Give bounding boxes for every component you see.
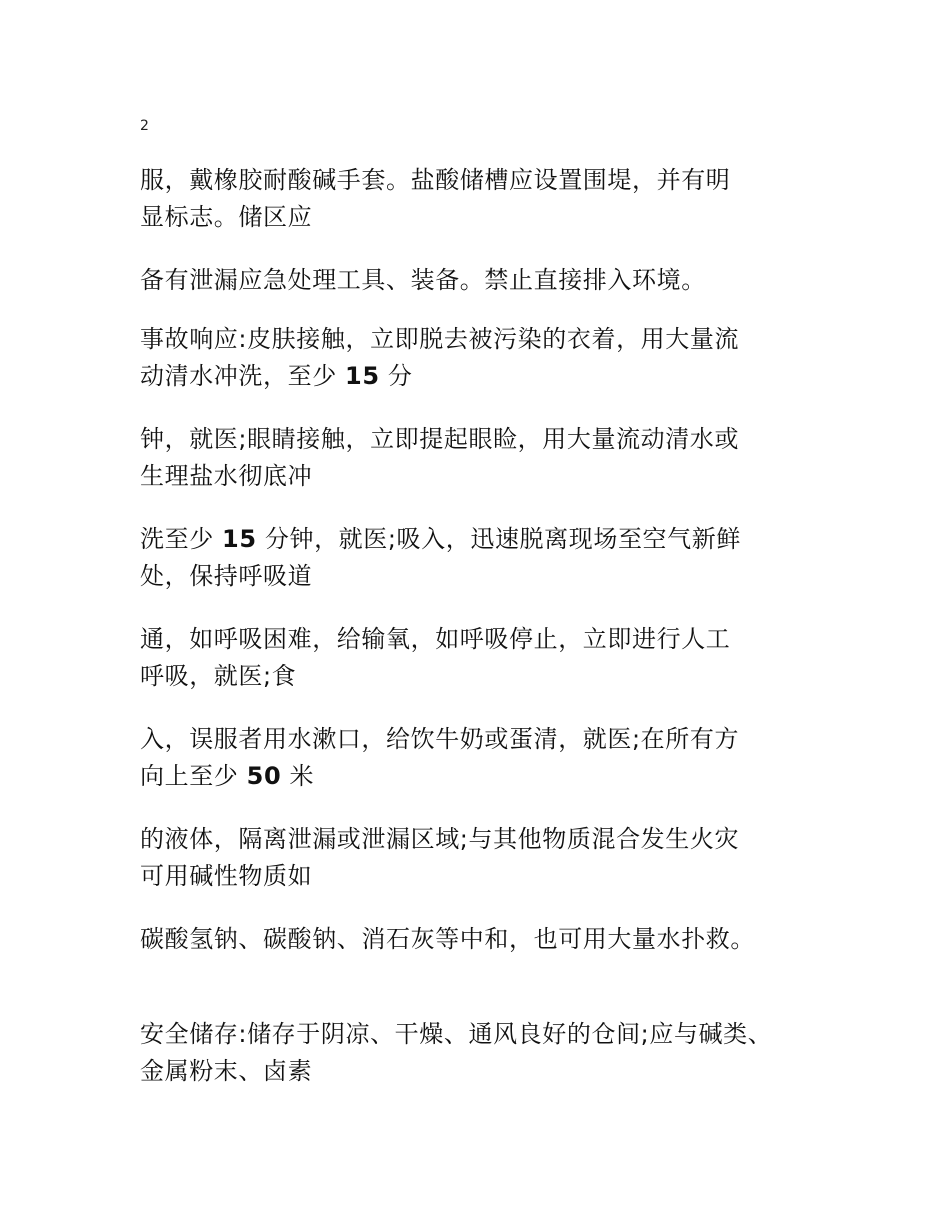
paragraph-line: 通，如呼吸困难，给输氧，如呼吸停止，立即进行人工: [140, 625, 731, 653]
paragraph-line: 钟，就医;眼睛接触，立即提起眼睑，用大量流动清水或: [140, 425, 740, 453]
paragraph-line: 洗至少 15 分钟，就医;吸入，迅速脱离现场至空气新鲜: [140, 525, 741, 553]
paragraph-isolation: [140, 821, 830, 895]
paragraph-neutralization: [140, 921, 830, 958]
paragraph-line: 碳酸氢钠、碳酸钠、消石灰等中和，也可用大量水扑救。: [140, 925, 755, 953]
numeric-value: 15: [345, 362, 380, 390]
paragraph-line: 的液体，隔离泄漏或泄漏区域;与其他物质混合发生火灾: [140, 825, 740, 853]
paragraph-line: 事故响应:皮肤接触，立即脱去被污染的衣着，用大量流: [140, 325, 740, 353]
paragraph-safe-storage: [140, 1016, 830, 1090]
paragraph-line: 呼吸，就医;食: [140, 662, 297, 690]
paragraph-line: 备有泄漏应急处理工具、装备。禁止直接排入环境。: [140, 266, 706, 294]
paragraph-line: 向上至少 50 米: [140, 762, 315, 790]
paragraph-leak-equipment: [140, 262, 830, 299]
paragraph-line: 显标志。储区应: [140, 203, 313, 231]
paragraph-ingestion: [140, 721, 830, 795]
paragraph-line: 金属粉末、卤素: [140, 1057, 313, 1085]
paragraph-line: 动清水冲洗，至少 15 分: [140, 362, 413, 390]
paragraph-inhalation: [140, 521, 830, 595]
paragraph-protective-gear: [140, 162, 830, 236]
paragraph-line: 生理盐水彻底冲: [140, 462, 313, 490]
paragraph-line: 入，误服者用水漱口，给饮牛奶或蛋清，就医;在所有方: [140, 725, 740, 753]
paragraph-accident-response: [140, 321, 830, 395]
paragraph-line: 服，戴橡胶耐酸碱手套。盐酸储槽应设置围堤，并有明: [140, 166, 731, 194]
paragraph-line: 安全储存:储存于阴凉、干燥、通风良好的仓间;应与碱类、: [140, 1020, 773, 1048]
paragraph-breathing: [140, 621, 830, 695]
numeric-value: 50: [246, 762, 282, 790]
numeric-value: 15: [222, 525, 257, 553]
paragraph-eye-contact: [140, 421, 830, 495]
paragraph-line: 处，保持呼吸道: [140, 562, 313, 590]
page-number: 2: [140, 118, 149, 134]
paragraph-line: 可用碱性物质如: [140, 862, 313, 890]
